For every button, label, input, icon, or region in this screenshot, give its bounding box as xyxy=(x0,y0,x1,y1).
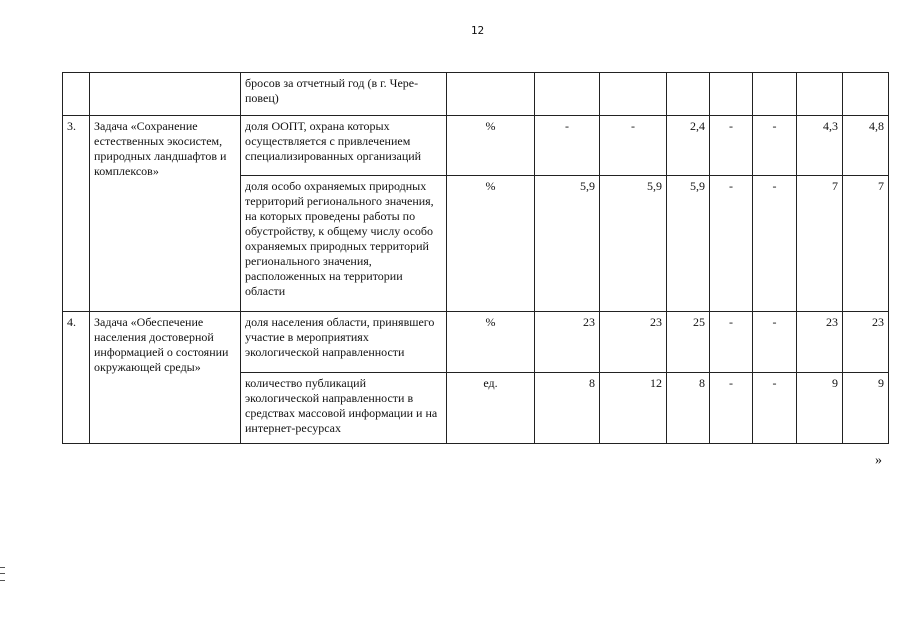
table-row xyxy=(63,116,889,176)
unit-cell: % xyxy=(447,312,535,373)
value-cell: 7 xyxy=(843,176,889,312)
value-cell: 5,9 xyxy=(600,176,667,312)
row-number-cell: 4. xyxy=(63,312,90,444)
value-cell: 23 xyxy=(535,312,600,373)
row-number-cell: 3. xyxy=(63,116,90,312)
value-cell: - xyxy=(753,373,797,444)
unit-cell xyxy=(447,73,535,116)
value-cell: 9 xyxy=(843,373,889,444)
value-cell: 5,9 xyxy=(667,176,710,312)
value-cell: 4,3 xyxy=(797,116,843,176)
value-cell: 4,8 xyxy=(843,116,889,176)
table-row xyxy=(63,312,889,373)
value-cell xyxy=(843,73,889,116)
value-cell xyxy=(797,73,843,116)
unit-cell: ед. xyxy=(447,373,535,444)
value-cell: 7 xyxy=(797,176,843,312)
task-cell xyxy=(90,73,241,116)
value-cell xyxy=(710,73,753,116)
indicator-cell: количество публикаций экологической направленности в средствах массовой информации и на интернет-ресурсах xyxy=(241,373,447,444)
value-cell: - xyxy=(753,176,797,312)
row-number-cell xyxy=(63,73,90,116)
value-cell: - xyxy=(710,116,753,176)
value-cell: 23 xyxy=(600,312,667,373)
value-cell xyxy=(667,73,710,116)
value-cell: - xyxy=(753,116,797,176)
value-cell: - xyxy=(710,312,753,373)
value-cell: 5,9 xyxy=(535,176,600,312)
value-cell: - xyxy=(710,176,753,312)
value-cell xyxy=(600,73,667,116)
indicator-cell: доля ООПТ, охрана которых осуществляется с привлечением специализированных организаций xyxy=(241,116,447,176)
value-cell: 12 xyxy=(600,373,667,444)
task-cell: Задача «Сохранение естественных экосистем, природных ландшафтов и комплексов» xyxy=(90,116,241,312)
indicators-table xyxy=(62,72,889,444)
value-cell: 2,4 xyxy=(667,116,710,176)
value-cell xyxy=(535,73,600,116)
task-cell: Задача «Обеспечение населения достоверной информацией о состоянии окружающей среды» xyxy=(90,312,241,444)
indicator-cell: доля особо охраняемых природных территорий регионального значения, на которых проведены работы по обустройству, к общему числу особо охраняемых природных территорий регионального значения, расположенных на территории области xyxy=(241,176,447,312)
value-cell xyxy=(753,73,797,116)
indicator-cell: доля населения области, принявшего участие в мероприятиях экологической направленности xyxy=(241,312,447,373)
indicator-cell: бросов за отчетный год (в г. Чере-повец) xyxy=(241,73,447,116)
value-cell: 25 xyxy=(667,312,710,373)
unit-cell: % xyxy=(447,176,535,312)
value-cell: - xyxy=(535,116,600,176)
closing-quote: » xyxy=(875,453,882,468)
page-number: 12 xyxy=(470,24,485,37)
value-cell: 9 xyxy=(797,373,843,444)
unit-cell: % xyxy=(447,116,535,176)
value-cell: 23 xyxy=(797,312,843,373)
margin-mark xyxy=(0,567,5,581)
value-cell: 8 xyxy=(535,373,600,444)
value-cell: 8 xyxy=(667,373,710,444)
value-cell: - xyxy=(710,373,753,444)
value-cell: - xyxy=(600,116,667,176)
value-cell: 23 xyxy=(843,312,889,373)
value-cell: - xyxy=(753,312,797,373)
table-row xyxy=(63,73,889,116)
